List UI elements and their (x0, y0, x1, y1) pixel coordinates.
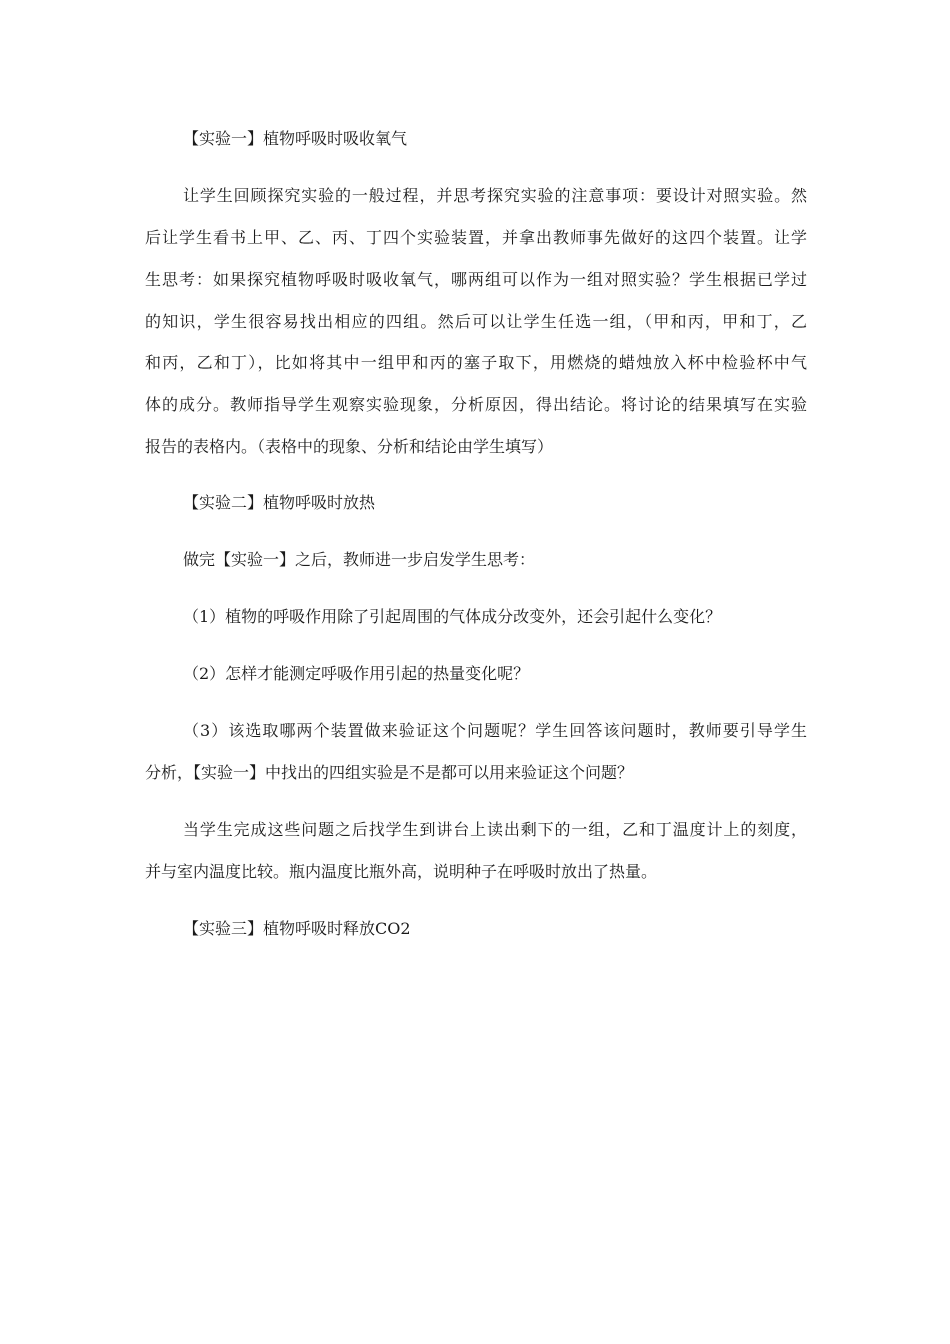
paragraph-line: 后让学生看书上甲、乙、丙、丁四个实验装置，并拿出教师事先做好的这四个装置。让学 (145, 228, 807, 247)
question-1: （1）植物的呼吸作用除了引起周围的气体成分改变外，还会引起什么变化？ (183, 607, 722, 626)
question-2: （2）怎样才能测定呼吸作用引起的热量变化呢？ (183, 664, 530, 683)
experiment-3-heading: 【实验三】植物呼吸时释放CO2 (183, 919, 411, 938)
experiment-2-heading: 【实验二】植物呼吸时放热 (183, 493, 376, 512)
paragraph-line: 生思考：如果探究植物呼吸时吸收氧气，哪两组可以作为一组对照实验？学生根据已学过 (145, 270, 807, 289)
paragraph-line: 的知识，学生很容易找出相应的四组。然后可以让学生任选一组，（甲和丙，甲和丁，乙 (145, 312, 807, 331)
experiment-1-heading: 【实验一】植物呼吸时吸收氧气 (183, 129, 408, 148)
paragraph-line: 和丙，乙和丁），比如将其中一组甲和丙的塞子取下，用燃烧的蜡烛放入杯中检验杯中气 (145, 353, 807, 372)
paragraph-line: 体的成分。教师指导学生观察实验现象，分析原因，得出结论。将讨论的结果填写在实验 (145, 395, 807, 414)
conclusion-line: 并与室内温度比较。瓶内温度比瓶外高，说明种子在呼吸时放出了热量。 (145, 862, 658, 881)
experiment-2-intro: 做完【实验一】之后，教师进一步启发学生思考： (183, 550, 536, 569)
conclusion-line: 当学生完成这些问题之后找学生到讲台上读出剩下的一组，乙和丁温度计上的刻度， (183, 820, 807, 839)
paragraph-line: 报告的表格内。（表格中的现象、分析和结论由学生填写） (145, 437, 554, 456)
question-3-line: 分析，【实验一】中找出的四组实验是不是都可以用来验证这个问题？ (145, 763, 634, 782)
question-3-line: （3）该选取哪两个装置做来验证这个问题呢？学生回答该问题时，教师要引导学生 (183, 721, 807, 740)
paragraph-line: 让学生回顾探究实验的一般过程，并思考探究实验的注意事项：要设计对照实验。然 (183, 186, 807, 205)
